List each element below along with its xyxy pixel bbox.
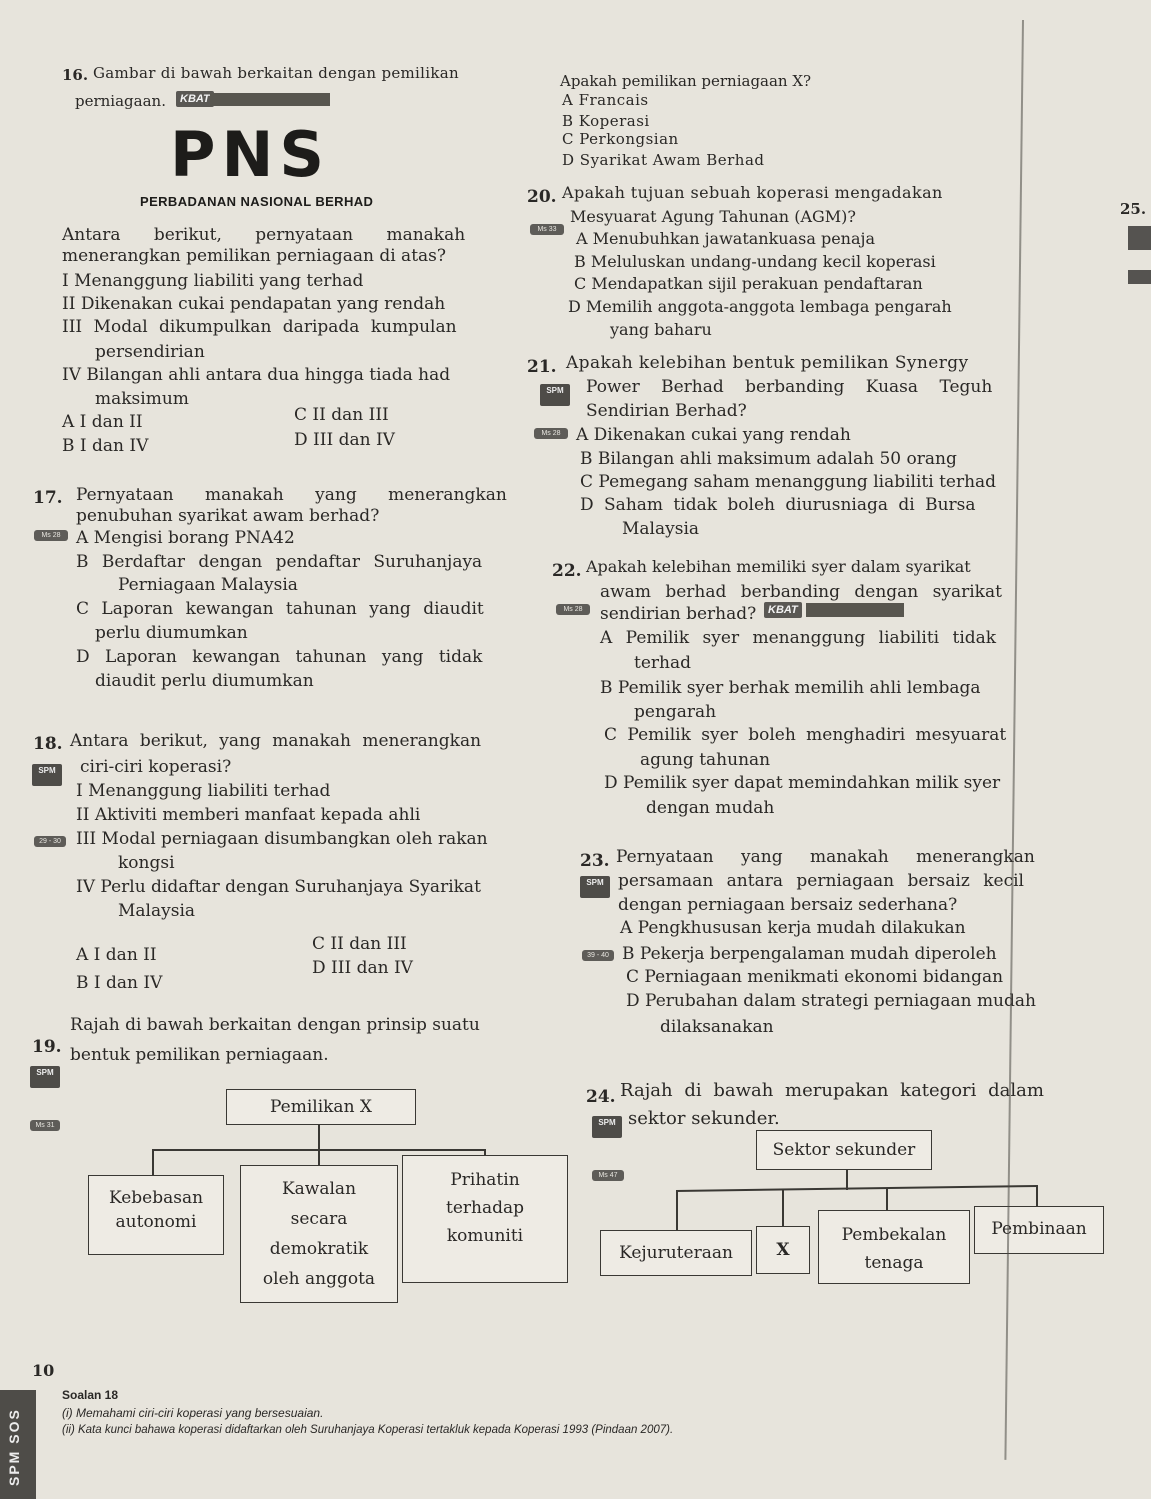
connector xyxy=(886,1188,888,1210)
spm-badge: SPM xyxy=(580,876,610,898)
option-d-cont: Malaysia xyxy=(622,519,700,539)
question-number: 22. xyxy=(552,561,582,581)
next-page-question-number: 25. xyxy=(1120,200,1147,218)
option-a[interactable]: A I dan II xyxy=(62,412,143,432)
diagram-root-box: Sektor sekunder xyxy=(756,1130,932,1170)
kbat-badge: KBAT xyxy=(176,91,214,107)
diagram-box-pembekalan-tenaga xyxy=(818,1210,970,1284)
option-d[interactable]: D III dan IV xyxy=(294,430,395,450)
pns-logo xyxy=(140,118,410,218)
option-d[interactable]: D Laporan kewangan tahunan yang tidak xyxy=(76,647,483,667)
side-brand-strip xyxy=(0,1390,36,1499)
statement-iv: IV Perlu didaftar dengan Suruhanjaya Syarikat xyxy=(76,877,481,897)
question-stem: ciri-ciri koperasi? xyxy=(80,757,232,777)
question-stem: Power Berhad berbanding Kuasa Teguh xyxy=(586,377,993,397)
option-d-cont: diaudit perlu diumumkan xyxy=(95,671,314,691)
question-number: 20. xyxy=(527,187,557,207)
option-c[interactable]: C II dan III xyxy=(312,934,407,954)
option-d[interactable]: D Saham tidak boleh diurusniaga di Bursa xyxy=(580,495,976,515)
box-line: autonomi xyxy=(115,1212,197,1232)
option-c[interactable]: C II dan III xyxy=(294,405,389,425)
question-stem: Apakah kelebihan memiliki syer dalam syarikat xyxy=(586,557,971,576)
page-number: 10 xyxy=(32,1361,55,1380)
option-d-cont: dilaksanakan xyxy=(660,1017,774,1037)
option-b[interactable]: B I dan IV xyxy=(62,436,149,456)
option-a[interactable]: A Mengisi borang PNA42 xyxy=(76,528,295,548)
option-b[interactable]: B I dan IV xyxy=(76,973,163,993)
question-stem: bentuk pemilikan perniagaan. xyxy=(70,1045,329,1065)
statement-iii-cont: kongsi xyxy=(118,853,175,873)
statement-iii-cont: persendirian xyxy=(95,342,205,362)
box-line: Kebebasan xyxy=(108,1188,204,1208)
connector xyxy=(782,1190,784,1226)
option-c[interactable]: C Pemegang saham menanggung liabiliti terhad xyxy=(580,472,997,492)
page-ref-badge: Ms 28 xyxy=(534,428,568,439)
question-lead: Antara berikut, pernyataan manakah xyxy=(62,225,466,245)
option-b[interactable]: B Pekerja berpengalaman mudah diperoleh xyxy=(622,944,997,964)
logo-text: PNS xyxy=(170,118,330,191)
statement-i: I Menanggung liabiliti terhad xyxy=(76,781,331,801)
connector xyxy=(318,1125,320,1149)
option-a[interactable]: A Menubuhkan jawatankuasa penaja xyxy=(576,229,876,248)
option-a[interactable]: A Pengkhususan kerja mudah dilakukan xyxy=(620,918,966,938)
option-d[interactable]: D Memilih anggota-anggota lembaga pengarah xyxy=(568,297,952,316)
spm-badge: SPM xyxy=(30,1066,60,1088)
option-d[interactable]: D Pemilik syer dapat memindahkan milik syer xyxy=(604,773,1001,793)
option-b[interactable]: B Meluluskan undang-undang kecil koperasi xyxy=(574,252,936,271)
page-ref-badge: Ms 33 xyxy=(530,224,564,235)
question-stem: Sendirian Berhad? xyxy=(586,401,747,421)
footer-title: Soalan 18 xyxy=(62,1388,119,1402)
question-stem: sendirian berhad? xyxy=(600,604,757,624)
statement-ii: II Aktiviti memberi manfaat kepada ahli xyxy=(76,805,421,825)
question-stem: dengan perniagaan bersaiz sederhana? xyxy=(618,895,958,915)
question-stem: Apakah kelebihan bentuk pemilikan Synergy xyxy=(566,353,969,373)
option-a[interactable]: A Dikenakan cukai yang rendah xyxy=(576,425,851,445)
box-line: Prihatin xyxy=(450,1170,520,1190)
option-c-cont: perlu diumumkan xyxy=(95,623,248,643)
connector xyxy=(152,1149,154,1175)
question-number: 18. xyxy=(33,734,63,754)
question-stem: sektor sekunder. xyxy=(628,1108,780,1129)
diagram-box-pembinaan: Pembinaan xyxy=(974,1206,1104,1254)
option-a[interactable]: A I dan II xyxy=(76,945,157,965)
box-line: komuniti xyxy=(446,1226,524,1246)
diagram-box-x: X xyxy=(756,1226,810,1274)
connector xyxy=(676,1190,678,1230)
question-stem: Rajah di bawah berkaitan dengan prinsip suatu xyxy=(70,1015,480,1035)
question-stem: Gambar di bawah berkaitan dengan pemilikan xyxy=(93,64,459,82)
spm-badge: SPM xyxy=(540,384,570,406)
question-number: 21. xyxy=(527,357,557,377)
option-a[interactable]: A Francais xyxy=(562,91,649,109)
question-number: 19. xyxy=(32,1037,62,1057)
question-number: 24. xyxy=(586,1087,616,1107)
page-ref-badge: 29 - 30 xyxy=(34,836,66,847)
option-b[interactable]: B Pemilik syer berhak memilih ahli lembaga xyxy=(600,678,981,698)
box-line: tenaga xyxy=(864,1253,924,1273)
question-stem: Apakah tujuan sebuah koperasi mengadakan xyxy=(562,183,943,202)
page-ref-badge: Ms 47 xyxy=(592,1170,624,1181)
option-a[interactable]: A Pemilik syer menanggung liabiliti tidak xyxy=(600,628,997,648)
question-number: 16. xyxy=(62,66,89,84)
option-d-cont: dengan mudah xyxy=(646,798,775,818)
footer-line-1: (i) Memahami ciri-ciri koperasi yang bersesuaian. xyxy=(62,1406,324,1420)
box-line: Kawalan xyxy=(281,1179,357,1199)
question-stem: awam berhad berbanding dengan syarikat xyxy=(600,582,1002,602)
statement-iii: III Modal perniagaan disumbangkan oleh rakan xyxy=(76,829,488,849)
edge-badge xyxy=(1128,270,1151,284)
box-line: demokratik xyxy=(269,1239,369,1259)
option-c[interactable]: C Laporan kewangan tahunan yang diaudit xyxy=(76,599,484,619)
statement-i: I Menanggung liabiliti yang terhad xyxy=(62,271,364,291)
question-stem: Pernyataan manakah yang menerangkan xyxy=(76,485,507,505)
logo-subtitle: PERBADANAN NASIONAL BERHAD xyxy=(140,194,374,209)
statement-iv: IV Bilangan ahli antara dua hingga tiada had xyxy=(62,365,451,385)
diagram-box-kawalan xyxy=(240,1165,398,1303)
footer-line-2: (ii) Kata kunci bahawa koperasi didaftarkan oleh Suruhanjaya Koperasi tertakluk kepada Koperasi 1993 (Pindaan 2007). xyxy=(62,1424,674,1436)
option-c-cont: agung tahunan xyxy=(640,750,771,770)
option-a-cont: terhad xyxy=(634,653,691,673)
question-stem: Rajah di bawah merupakan kategori dalam xyxy=(620,1080,1044,1101)
option-c[interactable]: C Mendapatkan sijil perakuan pendaftaran xyxy=(574,274,923,293)
connector xyxy=(676,1185,1038,1192)
connector xyxy=(318,1149,320,1165)
diagram-root-box: Pemilikan X xyxy=(226,1089,416,1125)
question-number: 17. xyxy=(33,488,63,508)
question-stem: perniagaan. xyxy=(75,92,166,110)
question-stem: Pernyataan yang manakah menerangkan xyxy=(616,847,1035,867)
connector xyxy=(1036,1186,1038,1208)
option-c[interactable]: C Perniagaan menikmati ekonomi bidangan xyxy=(626,967,1004,987)
option-b[interactable]: B Koperasi xyxy=(562,112,650,130)
spm-badge: SPM xyxy=(32,764,62,786)
page-ref-badge: Ms 31 xyxy=(30,1120,60,1131)
page-ref-badge: Ms 28 xyxy=(556,604,590,615)
page-ref-badge: 39 - 40 xyxy=(582,950,614,961)
option-d-cont: yang baharu xyxy=(610,320,712,339)
box-line: Pembekalan xyxy=(841,1225,947,1245)
option-b[interactable]: B Berdaftar dengan pendaftar Suruhanjaya xyxy=(76,552,483,572)
question-lead: menerangkan pemilikan perniagaan di atas? xyxy=(62,246,446,266)
spm-badge: SPM xyxy=(592,1116,622,1138)
box-line: oleh anggota xyxy=(262,1269,376,1289)
badge-strip xyxy=(210,93,330,106)
side-brand: SPM SOS xyxy=(6,1408,22,1486)
question-number: 23. xyxy=(580,851,610,871)
page-ref-badge: Ms 28 xyxy=(34,530,68,541)
question-stem: Apakah pemilikan perniagaan X? xyxy=(560,72,812,90)
question-stem: persamaan antara perniagaan bersaiz kecil xyxy=(618,871,1024,891)
option-b-cont: pengarah xyxy=(634,702,717,722)
question-stem: Antara berikut, yang manakah menerangkan xyxy=(70,731,482,751)
option-c[interactable]: C Pemilik syer boleh menghadiri mesyuarat xyxy=(604,725,1007,745)
option-b-cont: Perniagaan Malaysia xyxy=(118,575,298,595)
diagram-box-kejuruteraan: Kejuruteraan xyxy=(600,1230,752,1276)
edge-badge xyxy=(1128,226,1151,250)
kbat-badge: KBAT xyxy=(764,602,802,618)
option-b[interactable]: B Bilangan ahli maksimum adalah 50 orang xyxy=(580,449,957,469)
option-d[interactable]: D III dan IV xyxy=(312,958,413,978)
diagram-box-prihatin xyxy=(402,1155,568,1283)
badge-strip xyxy=(806,603,904,617)
statement-ii: II Dikenakan cukai pendapatan yang rendah xyxy=(62,294,446,314)
question-stem: penubuhan syarikat awam berhad? xyxy=(76,506,380,526)
statement-iv-cont: maksimum xyxy=(95,389,189,409)
box-line: terhadap xyxy=(445,1198,524,1218)
statement-iii: III Modal dikumpulkan daripada kumpulan xyxy=(62,317,457,337)
option-c[interactable]: C Perkongsian xyxy=(562,130,679,148)
question-stem: Mesyuarat Agung Tahunan (AGM)? xyxy=(570,207,856,226)
diagram-box-kebebasan xyxy=(88,1175,224,1255)
box-line: secara xyxy=(290,1209,348,1229)
statement-iv-cont: Malaysia xyxy=(118,901,196,921)
option-d[interactable]: D Perubahan dalam strategi perniagaan mudah xyxy=(626,991,1036,1011)
option-d[interactable]: D Syarikat Awam Berhad xyxy=(562,151,765,169)
